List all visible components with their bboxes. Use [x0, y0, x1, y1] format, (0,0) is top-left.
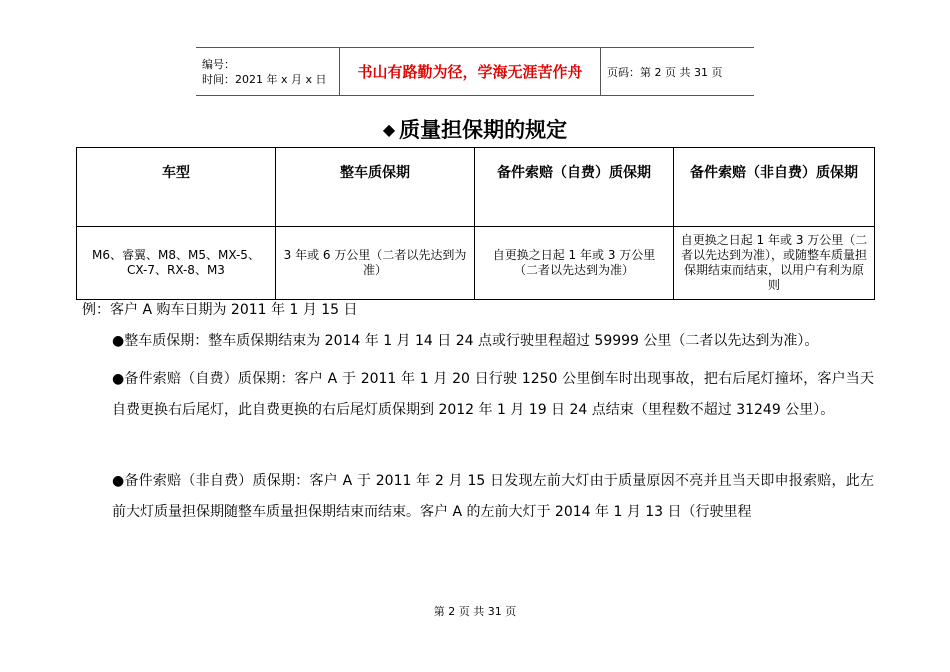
table-cell: M6、睿翼、M8、M5、MX-5、CX-7、RX-8、M3	[77, 227, 276, 300]
paragraph-self-paid-parts: ●备件索赔（自费）质保期：客户 A 于 2011 年 1 月 20 日行驶 1250 公里倒车时出现事故，把右后尾灯撞坏，客户当天自费更换右后尾灯，此自费更换的右后尾灯质保期到 2012 年 1 月 19 日 24 点结束（里程数不超过 31249 公里）。	[112, 371, 874, 418]
table-header-row	[77, 148, 875, 227]
column-header: 整车质保期	[276, 148, 475, 227]
page-title	[0, 114, 950, 144]
motto: 书山有路勤为径，学海无涯苦作舟	[340, 48, 601, 96]
paragraph-vehicle-warranty: ●整车质保期：整车质保期结束为 2014 年 1 月 14 日 24 点或行驶里程超过 59999 公里（二者以先达到为准）。	[112, 333, 819, 349]
column-header: 车型	[77, 148, 276, 227]
column-header: 备件索赔（自费）质保期	[475, 148, 674, 227]
time-label: 时间：2021 年 x 月 x 日	[202, 72, 327, 86]
header-meta	[196, 48, 340, 96]
diamond-bullet-icon: ◆	[382, 120, 396, 139]
table-cell: 3 年或 6 万公里（二者以先达到为准）	[276, 227, 475, 300]
table-row	[77, 227, 875, 300]
page-header	[196, 47, 754, 96]
title-text: 质量担保期的规定	[399, 118, 568, 142]
page-footer: 第 2 页 共 31 页	[433, 605, 517, 618]
example-line: 例：客户 A 购车日期为 2011 年 1 月 15 日	[82, 302, 358, 318]
paragraph-non-self-paid-parts: ●备件索赔（非自费）质保期：客户 A 于 2011 年 2 月 15 日发现左前大灯由于质量原因不亮并且当天即申报索赔，此左前大灯质量担保期随整车质量担保期结束而结束。客户 A 的左前大灯于 2014 年 1 月 13 日（行驶里程	[112, 473, 874, 520]
warranty-table	[76, 147, 875, 300]
column-header: 备件索赔（非自费）质保期	[674, 148, 875, 227]
table-cell: 自更换之日起 1 年或 3 万公里（二者以先达到为准），或随整车质量担保期结束而结束，以用户有利为原则	[674, 227, 875, 300]
table-cell: 自更换之日起 1 年或 3 万公里（二者以先达到为准）	[475, 227, 674, 300]
page-label: 页码：第 2 页 共 31 页	[601, 48, 755, 96]
number-label: 编号：	[202, 57, 235, 71]
